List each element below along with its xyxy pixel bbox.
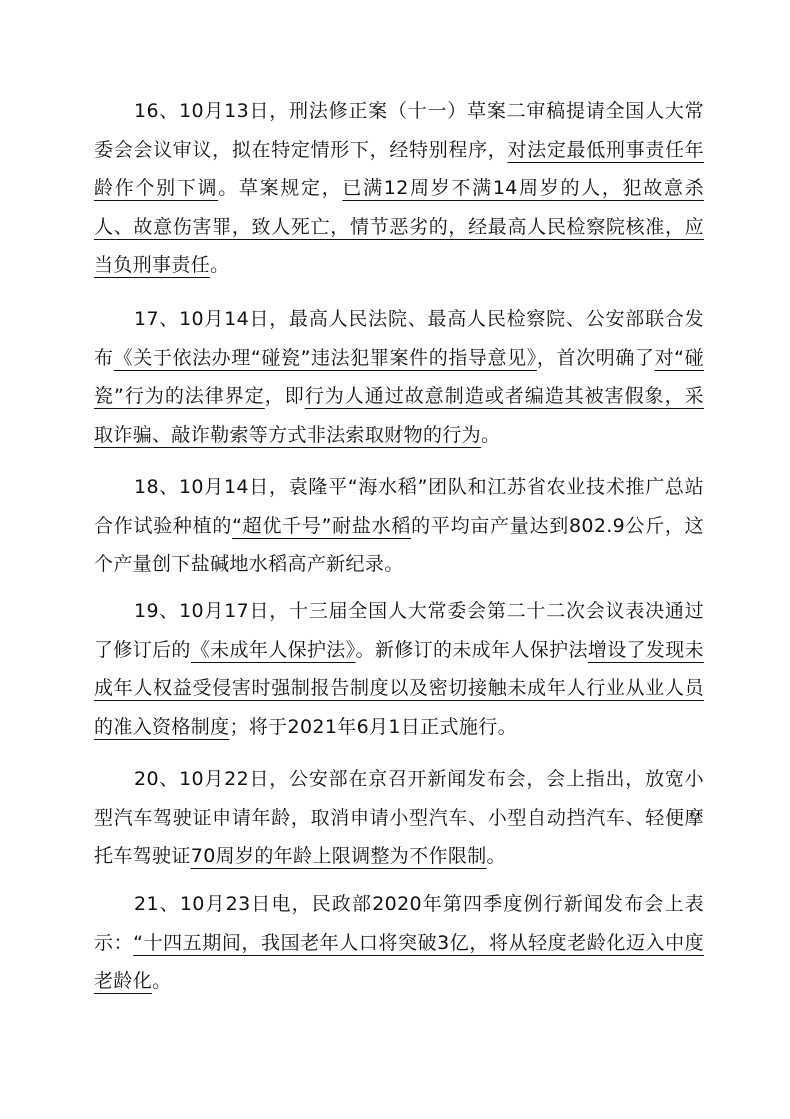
item-18-highlight-1: “超优千号”耐盐水稻 (232, 514, 412, 537)
item-17-paragraph (94, 300, 704, 454)
item-20-highlight-1: 70周岁的年龄上限调整为不作限制 (190, 845, 487, 867)
item-21-lead: 21、10月23日电，民政部2020年第四季度例行新闻发布会上表示： (94, 893, 704, 954)
item-21-tail: 。 (152, 970, 172, 992)
item-17-highlight-2: 对“碰瓷”行为的法律界定 (94, 346, 704, 407)
item-20-tail: 。 (486, 845, 506, 867)
item-19-lead: 19、10月17日，十三届全国人大常委会第二十二次会议表决通过了修订后的 (94, 600, 704, 661)
item-20-lead: 20、10月22日，公安部在京召开新闻发布会，会上指出，放宽小型汽车驾驶证申请年龄，取消申请小型汽车、小型自动挡汽车、轻便摩托车驾驶证 (94, 768, 704, 867)
item-16-paragraph (94, 92, 704, 285)
item-16-highlight-2: 已满12周岁不满14周岁的人，犯故意杀人、故意伤害罪，致人死亡，情节恶劣的，经最高人民检察院核准，应当负刑事责任 (94, 177, 704, 276)
item-20-paragraph (94, 760, 704, 876)
item-19-tail: ；将于2021年6月1日正式施行。 (229, 715, 517, 738)
item-16-lead: 16、10月13日，刑法修正案（十一）草案二审稿提请全国人大常委会会议审议，拟在特定情形下，经特别程序， (94, 100, 704, 161)
item-18-lead: 18、10月14日，袁隆平“海水稻”团队和江苏省农业技术推广总站合作试验种植的 (94, 476, 704, 537)
item-17-highlight-1: 《关于依法办理“碰瓷”违法犯罪案件的指导意见》 (113, 346, 537, 369)
item-17-lead: 17、10月14日，最高人民法院、最高人民检察院、公安部联合发布 (94, 308, 704, 369)
item-21-paragraph (94, 885, 704, 1001)
item-17-mid-2: ，即 (264, 385, 305, 407)
item-19-paragraph (94, 592, 704, 746)
item-17-highlight-3: 行为人通过故意制造或者编造其被害假象，采取诈骗、敲诈勒索等方式非法索取财物的行为 (94, 385, 704, 446)
item-21-highlight-1: “十四五期间，我国老年人口将突破3亿，将从轻度老龄化迈入中度老龄化 (94, 931, 705, 992)
item-19-highlight-2: 增设了发现未成年人权益受侵害时强制报告制度以及密切接触未成年人行业从业人员的准入资格制度 (94, 638, 704, 738)
item-19-highlight-1: 《未成年人保护法》 (190, 638, 356, 661)
item-18-paragraph (94, 468, 704, 584)
item-16-mid: 。草案规定， (218, 177, 343, 199)
item-16-highlight-1: 对法定最低刑事责任年龄作个别下调 (94, 138, 704, 199)
item-19-mid: 。新修订的未成年人保护法 (355, 638, 588, 661)
item-17-tail: 。 (481, 423, 501, 446)
item-18-tail: 的平均亩产量达到802.9公斤，这个产量创下盐碱地水稻高产新纪录。 (94, 514, 705, 575)
item-16-tail: 。 (210, 254, 230, 276)
item-17-mid: ，首次明确了 (536, 346, 655, 369)
